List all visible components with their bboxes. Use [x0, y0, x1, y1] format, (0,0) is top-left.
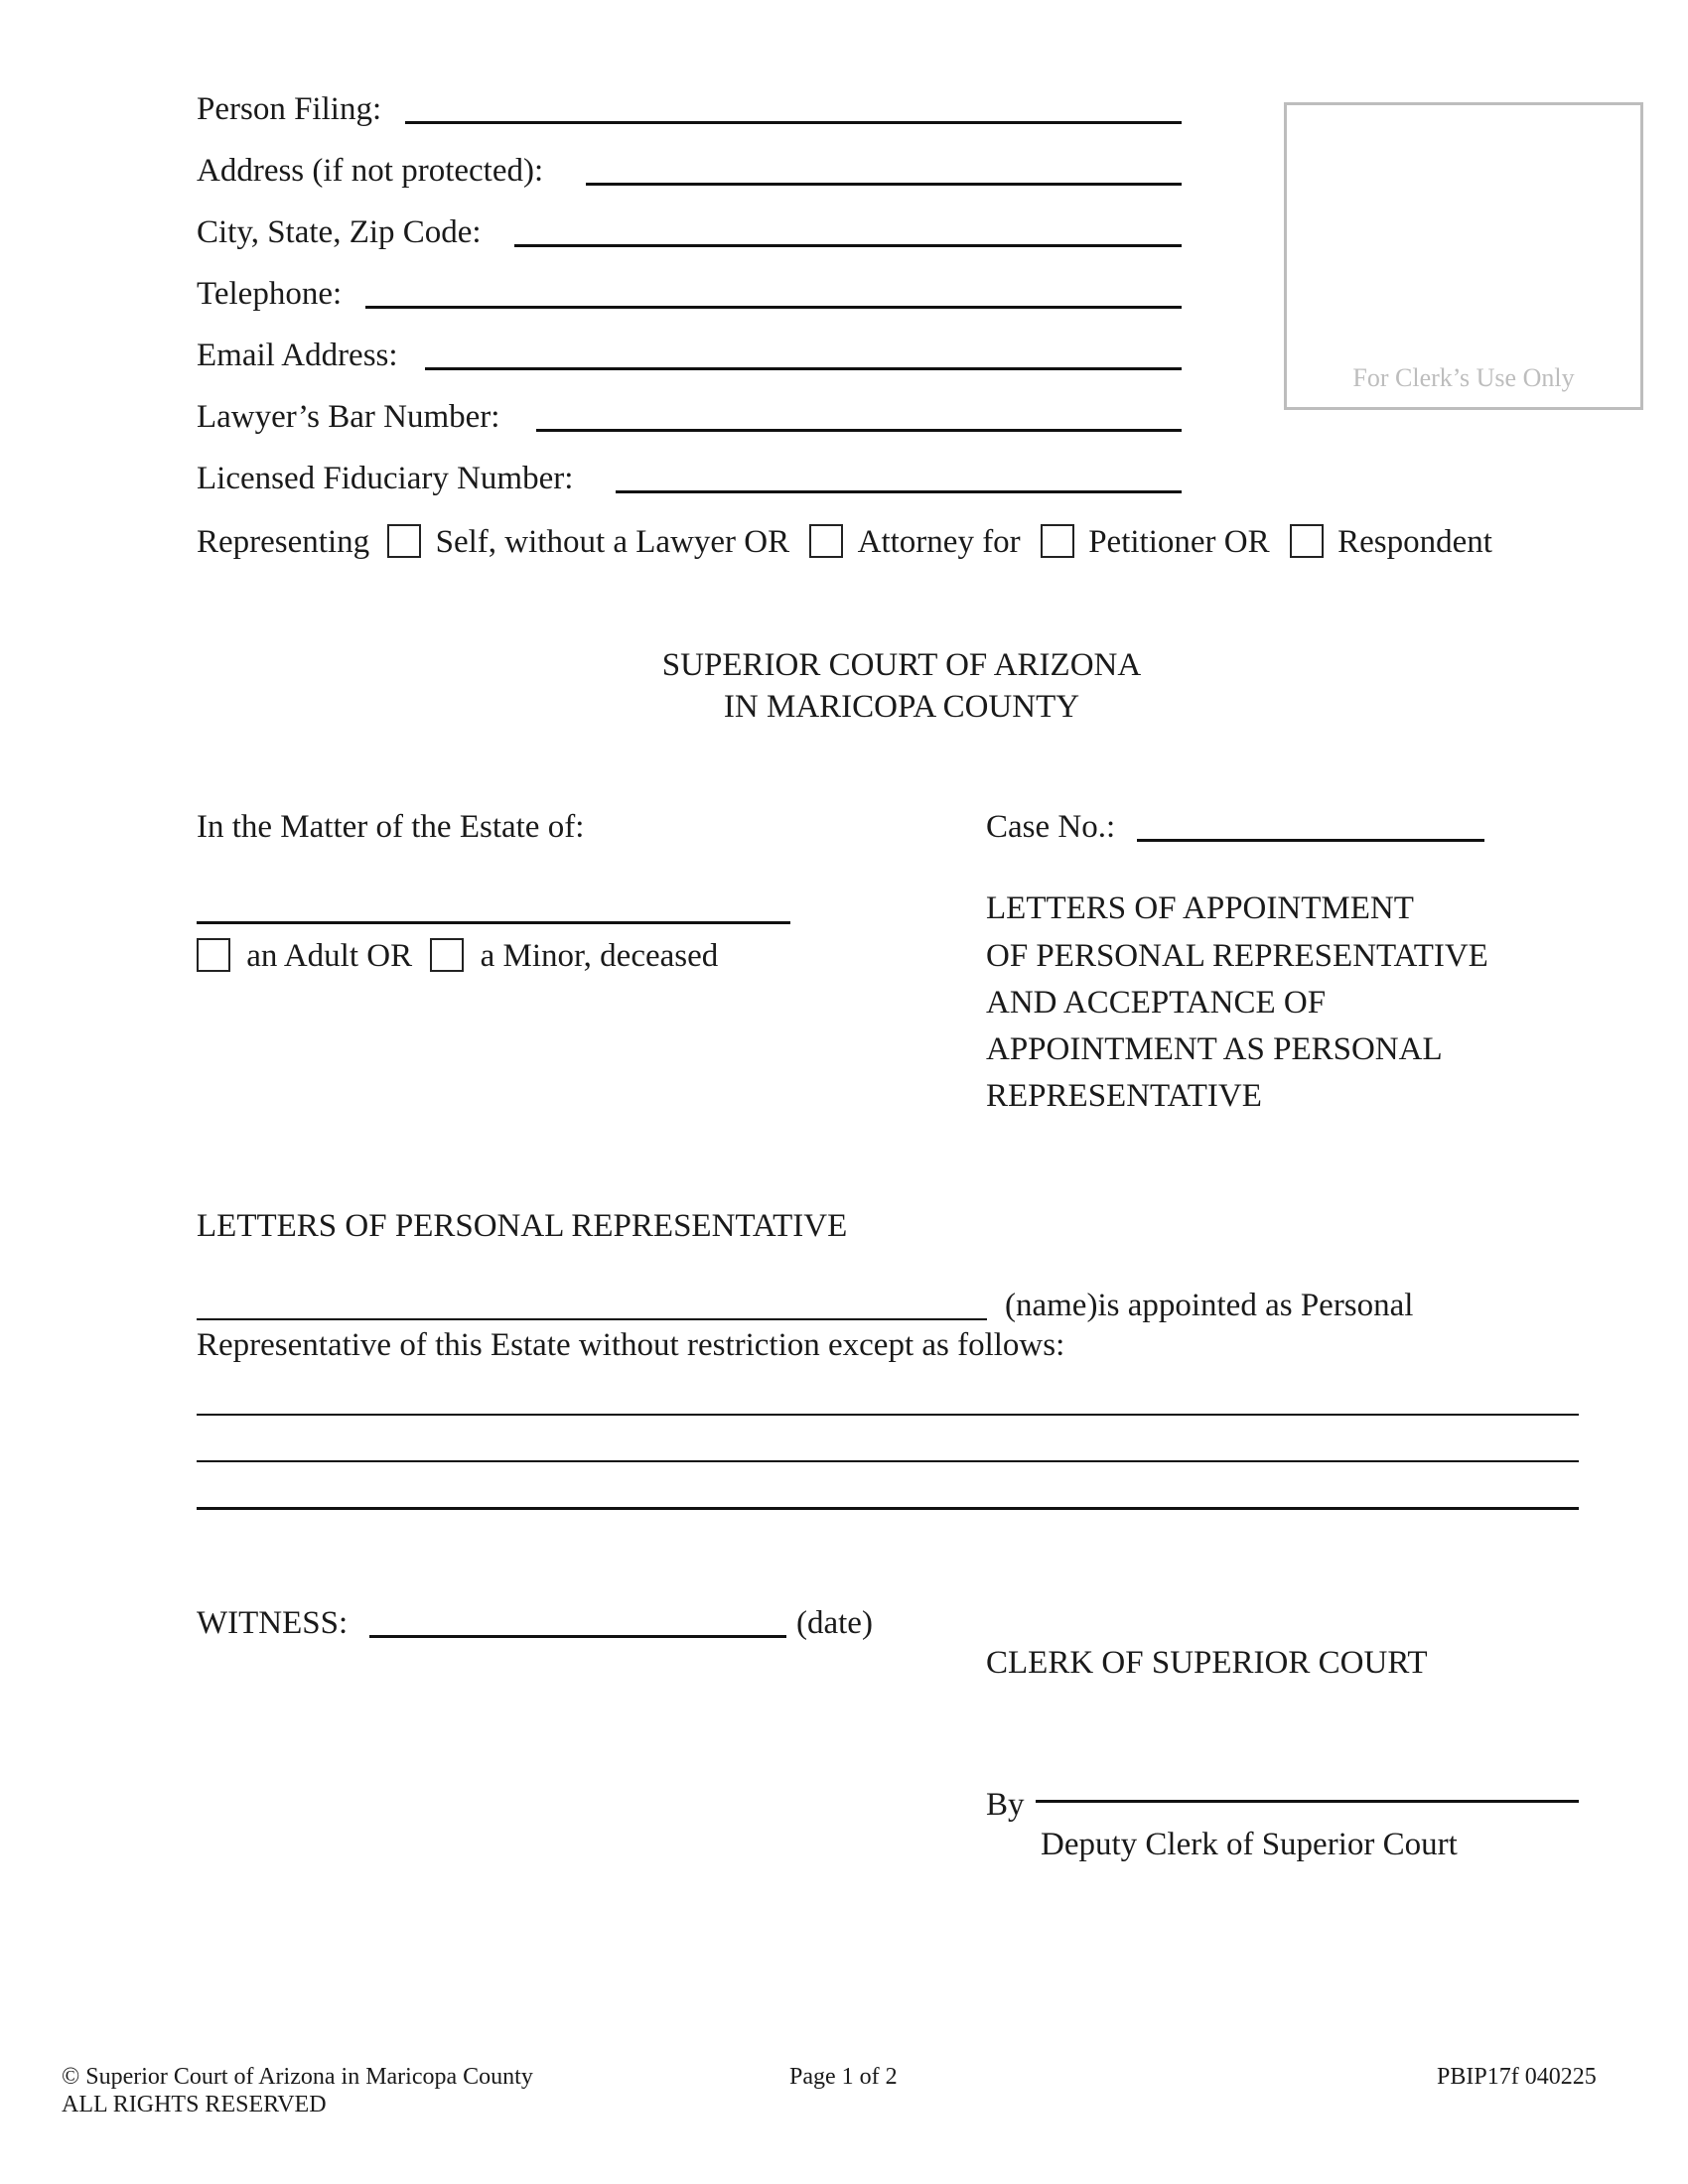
restriction-line-2[interactable]: [197, 1460, 1579, 1462]
letters-heading: LETTERS OF PERSONAL REPRESENTATIVE: [197, 1208, 848, 1244]
footer-copyright: © Superior Court of Arizona in Maricopa County: [62, 2064, 533, 2090]
footer-page-number: Page 1 of 2: [789, 2064, 898, 2090]
estate-matter-label: In the Matter of the Estate of:: [197, 809, 585, 845]
telephone-input[interactable]: [365, 306, 1182, 309]
petitioner-option-label: Petitioner OR: [1088, 524, 1270, 560]
witness-date-input[interactable]: [369, 1635, 786, 1638]
bar-number-label: Lawyer’s Bar Number:: [197, 399, 500, 435]
form-title-line1: LETTERS OF APPOINTMENT: [986, 890, 1414, 926]
respondent-checkbox[interactable]: [1290, 524, 1324, 558]
adult-label: an Adult OR: [246, 938, 413, 974]
self-option-label: Self, without a Lawyer OR: [435, 524, 790, 560]
attorney-checkbox[interactable]: [809, 524, 843, 558]
fiduciary-number-input[interactable]: [616, 490, 1182, 493]
respondent-option-label: Respondent: [1337, 524, 1492, 560]
clerk-title: CLERK OF SUPERIOR COURT: [986, 1645, 1428, 1681]
date-label: (date): [796, 1605, 873, 1641]
city-state-zip-label: City, State, Zip Code:: [197, 214, 482, 250]
bar-number-input[interactable]: [536, 429, 1182, 432]
attorney-option-label: Attorney for: [857, 524, 1021, 560]
address-label: Address (if not protected):: [197, 153, 544, 189]
footer-form-code: PBIP17f 040225: [1437, 2064, 1597, 2090]
form-title-line4: APPOINTMENT AS PERSONAL: [986, 1031, 1443, 1067]
restriction-text: Representative of this Estate without restriction except as follows:: [197, 1327, 1065, 1363]
deputy-clerk-label: Deputy Clerk of Superior Court: [1041, 1827, 1458, 1862]
adult-checkbox[interactable]: [197, 938, 230, 972]
person-filing-input[interactable]: [405, 121, 1182, 124]
city-state-zip-input[interactable]: [514, 244, 1182, 247]
deputy-signature-input[interactable]: [1036, 1800, 1579, 1803]
court-title-line2: IN MARICOPA COUNTY: [723, 689, 1080, 725]
clerk-use-label: For Clerk’s Use Only: [1352, 363, 1575, 392]
representing-label: Representing: [197, 524, 370, 560]
footer-rights: ALL RIGHTS RESERVED: [62, 2092, 327, 2117]
restriction-line-1[interactable]: [197, 1414, 1579, 1416]
restriction-line-3[interactable]: [197, 1507, 1579, 1510]
form-title-line3: AND ACCEPTANCE OF: [986, 985, 1327, 1021]
witness-label: WITNESS:: [197, 1605, 349, 1641]
self-checkbox[interactable]: [387, 524, 421, 558]
appointed-text: (name)is appointed as Personal: [1005, 1288, 1414, 1323]
form-title-line5: REPRESENTATIVE: [986, 1078, 1262, 1114]
minor-label: a Minor, deceased: [480, 938, 719, 974]
case-number-label: Case No.:: [986, 809, 1116, 845]
minor-checkbox[interactable]: [430, 938, 464, 972]
person-filing-label: Person Filing:: [197, 91, 382, 127]
petitioner-checkbox[interactable]: [1041, 524, 1074, 558]
email-input[interactable]: [425, 367, 1182, 370]
decedent-status-row: [197, 936, 718, 976]
case-number-input[interactable]: [1137, 839, 1484, 842]
form-title-line2: OF PERSONAL REPRESENTATIVE: [986, 938, 1488, 974]
representing-row: [197, 522, 1492, 562]
email-label: Email Address:: [197, 338, 398, 373]
fiduciary-number-label: Licensed Fiduciary Number:: [197, 461, 574, 496]
clerk-use-box: [1284, 102, 1643, 410]
telephone-label: Telephone:: [197, 276, 343, 312]
representative-name-input[interactable]: [197, 1318, 987, 1320]
address-input[interactable]: [586, 183, 1182, 186]
court-title-line1: SUPERIOR COURT OF ARIZONA: [661, 647, 1142, 683]
by-label: By: [986, 1787, 1025, 1823]
decedent-name-input[interactable]: [197, 921, 790, 924]
